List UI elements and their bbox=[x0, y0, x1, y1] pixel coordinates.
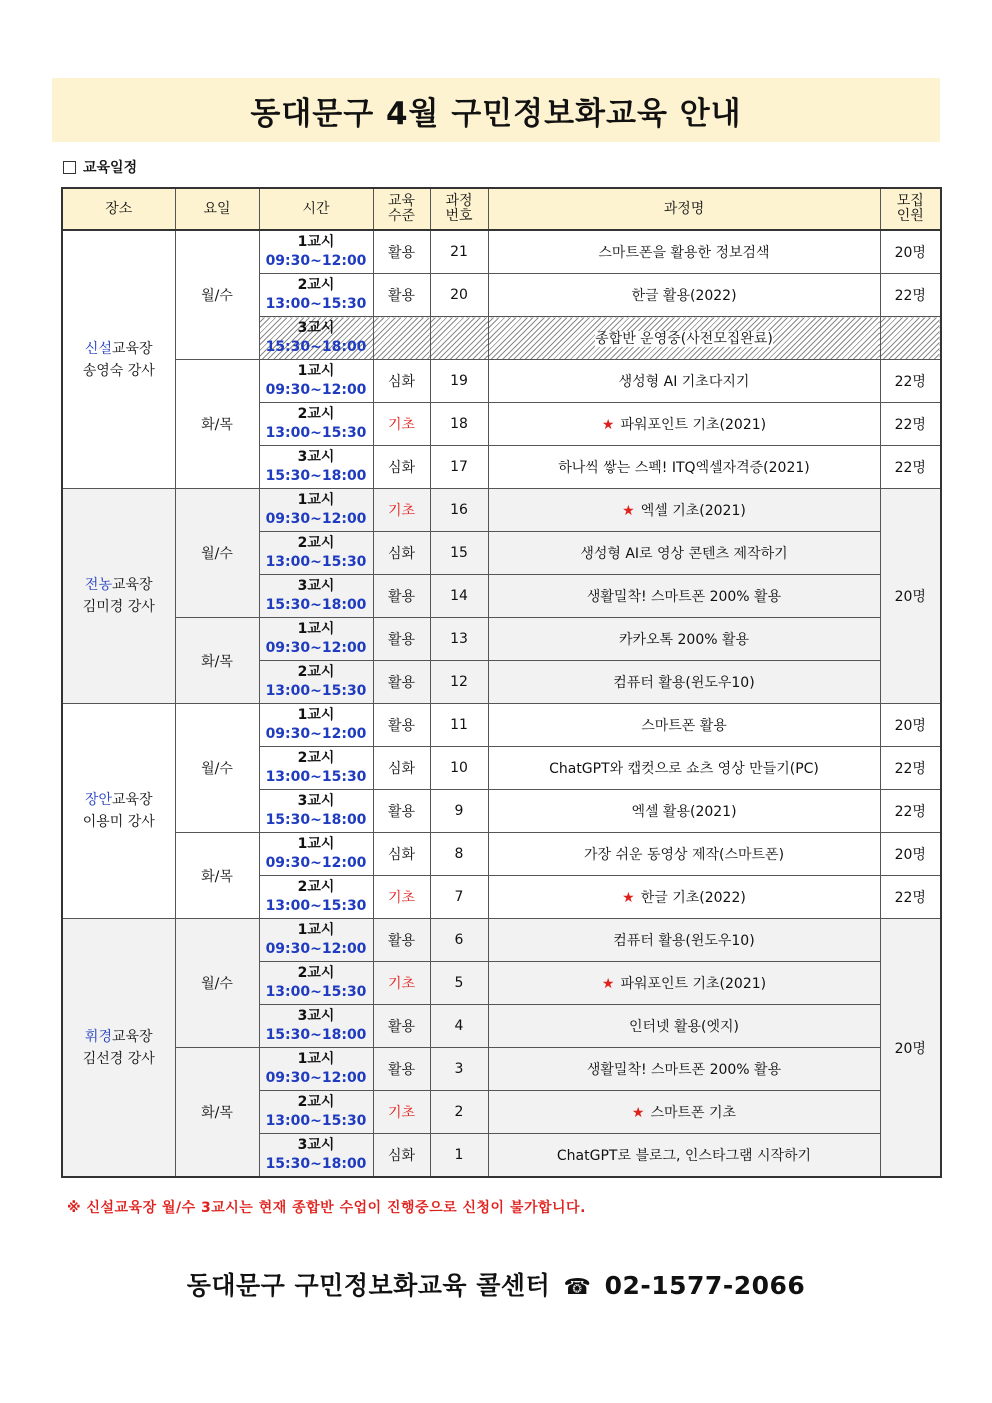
time-cell bbox=[259, 704, 373, 747]
time-cell bbox=[259, 919, 373, 962]
course-name-cell bbox=[488, 833, 880, 876]
course-name-cell bbox=[488, 532, 880, 575]
location-highlight: 휘경 bbox=[84, 1028, 112, 1045]
location-name: 교육장 bbox=[111, 792, 153, 808]
table-row bbox=[62, 704, 941, 747]
header-row bbox=[62, 188, 941, 230]
time-cell bbox=[259, 274, 373, 317]
time-cell bbox=[259, 661, 373, 704]
period-time: 09:30~12:00 bbox=[265, 1070, 367, 1086]
number-cell: 14 bbox=[430, 575, 488, 618]
course-name: ChatGPT로 블로그, 인스타그램 시작하기 bbox=[556, 1148, 812, 1164]
capacity-cell: 22명 bbox=[880, 790, 941, 833]
course-name-cell bbox=[488, 1048, 880, 1091]
course-name-cell bbox=[488, 747, 880, 790]
number-cell: 6 bbox=[430, 919, 488, 962]
location-highlight: 전농 bbox=[84, 577, 112, 593]
course-name: ChatGPT와 캡컷으로 쇼츠 영상 만들기(PC) bbox=[549, 761, 819, 777]
period-label: 2교시 bbox=[297, 535, 335, 551]
course-name-cell bbox=[488, 876, 880, 919]
period-label: 2교시 bbox=[297, 277, 335, 293]
header-day: 요일 bbox=[175, 188, 259, 230]
period-time: 15:30~18:00 bbox=[265, 468, 367, 484]
period-label: 2교시 bbox=[297, 406, 335, 422]
period-time: 09:30~12:00 bbox=[265, 855, 367, 871]
notice-text: ※ 신설교육장 월/수 3교시는 현재 종합반 수업이 진행중으로 신청이 불가합니다. bbox=[67, 1200, 586, 1216]
phone-icon: ☎ bbox=[563, 1275, 592, 1300]
footer-label: 동대문구 구민정보화교육 콜센터 bbox=[186, 1271, 551, 1300]
period-label: 1교시 bbox=[297, 707, 335, 723]
course-name: 컴퓨터 활용(윈도우10) bbox=[613, 933, 755, 949]
number-cell: 1 bbox=[430, 1134, 488, 1178]
course-name-cell bbox=[488, 962, 880, 1005]
table-row bbox=[62, 618, 941, 661]
course-name: 파워포인트 기초(2021) bbox=[620, 976, 767, 992]
period-label: 1교시 bbox=[297, 1051, 335, 1067]
time-cell bbox=[259, 833, 373, 876]
number-cell: 9 bbox=[430, 790, 488, 833]
table-row bbox=[62, 230, 941, 274]
time-cell bbox=[259, 360, 373, 403]
level-cell: 활용 bbox=[373, 230, 430, 274]
capacity-cell: 22명 bbox=[880, 274, 941, 317]
course-name: 생성형 AI 기초다지기 bbox=[618, 374, 750, 390]
star-icon: ★ bbox=[622, 503, 635, 519]
course-name: 생성형 AI로 영상 콘텐츠 제작하기 bbox=[580, 546, 788, 562]
time-cell bbox=[259, 1005, 373, 1048]
level-cell: 심화 bbox=[373, 360, 430, 403]
location-name: 교육장 bbox=[111, 1028, 153, 1045]
time-cell bbox=[259, 962, 373, 1005]
level-cell: 심화 bbox=[373, 833, 430, 876]
period-label: 1교시 bbox=[297, 492, 335, 508]
capacity-cell bbox=[880, 317, 941, 360]
location-highlight: 신설 bbox=[84, 340, 112, 357]
course-name: 엑셀 활용(2021) bbox=[631, 804, 737, 820]
period-label: 2교시 bbox=[297, 1094, 335, 1110]
table-row bbox=[62, 1048, 941, 1091]
period-time: 09:30~12:00 bbox=[265, 941, 367, 957]
period-time: 15:30~18:00 bbox=[265, 1027, 367, 1043]
day-cell: 화/목 bbox=[175, 360, 259, 489]
location-name: 교육장 bbox=[111, 577, 153, 593]
number-cell bbox=[430, 317, 488, 360]
number-cell: 8 bbox=[430, 833, 488, 876]
day-cell: 화/목 bbox=[175, 1048, 259, 1178]
time-cell bbox=[259, 403, 373, 446]
period-label: 1교시 bbox=[297, 621, 335, 637]
location-cell bbox=[62, 230, 175, 489]
location-highlight: 장안 bbox=[84, 792, 112, 808]
number-cell: 13 bbox=[430, 618, 488, 661]
time-cell bbox=[259, 230, 373, 274]
course-name: 생활밀착! 스마트폰 200% 활용 bbox=[586, 589, 782, 605]
period-label: 2교시 bbox=[297, 879, 335, 895]
capacity-cell: 20명 bbox=[880, 919, 941, 1178]
course-name: 파워포인트 기초(2021) bbox=[620, 417, 767, 433]
level-cell: 활용 bbox=[373, 790, 430, 833]
page-title: 동대문구 4월 구민정보화교육 안내 bbox=[250, 95, 742, 132]
number-cell: 19 bbox=[430, 360, 488, 403]
course-name-cell bbox=[488, 1091, 880, 1134]
capacity-cell: 20명 bbox=[880, 833, 941, 876]
number-cell: 16 bbox=[430, 489, 488, 532]
course-name-cell bbox=[488, 403, 880, 446]
period-time: 13:00~15:30 bbox=[265, 425, 367, 441]
level-cell: 활용 bbox=[373, 1005, 430, 1048]
number-cell: 5 bbox=[430, 962, 488, 1005]
level-cell: 활용 bbox=[373, 1048, 430, 1091]
number-cell: 18 bbox=[430, 403, 488, 446]
course-name-cell bbox=[488, 661, 880, 704]
period-time: 15:30~18:00 bbox=[265, 597, 367, 613]
header-location: 장소 bbox=[62, 188, 175, 230]
level-cell: 심화 bbox=[373, 1134, 430, 1178]
number-cell: 7 bbox=[430, 876, 488, 919]
course-name: 가장 쉬운 동영상 제작(스마트폰) bbox=[583, 847, 785, 863]
level-cell: 활용 bbox=[373, 661, 430, 704]
number-cell: 12 bbox=[430, 661, 488, 704]
period-time: 13:00~15:30 bbox=[265, 296, 367, 312]
period-time: 09:30~12:00 bbox=[265, 382, 367, 398]
number-cell: 15 bbox=[430, 532, 488, 575]
period-label: 3교시 bbox=[297, 793, 335, 809]
course-name-cell bbox=[488, 360, 880, 403]
course-name-cell bbox=[488, 704, 880, 747]
location-cell bbox=[62, 489, 175, 704]
course-name: 한글 활용(2022) bbox=[631, 288, 737, 304]
table-row bbox=[62, 489, 941, 532]
capacity-cell: 22명 bbox=[880, 360, 941, 403]
header-capacity: 모집 인원 bbox=[880, 188, 941, 230]
table-row bbox=[62, 833, 941, 876]
period-label: 1교시 bbox=[297, 836, 335, 852]
course-name: 생활밀착! 스마트폰 200% 활용 bbox=[586, 1062, 782, 1078]
number-cell: 3 bbox=[430, 1048, 488, 1091]
call-center-footer bbox=[0, 1266, 992, 1302]
time-cell bbox=[259, 790, 373, 833]
course-name: 한글 기초(2022) bbox=[640, 890, 746, 906]
course-name-cell bbox=[488, 1005, 880, 1048]
capacity-cell: 20명 bbox=[880, 704, 941, 747]
period-time: 13:00~15:30 bbox=[265, 984, 367, 1000]
number-cell: 4 bbox=[430, 1005, 488, 1048]
time-cell bbox=[259, 618, 373, 661]
star-icon: ★ bbox=[631, 1105, 645, 1121]
time-cell bbox=[259, 1091, 373, 1134]
day-cell: 화/목 bbox=[175, 618, 259, 704]
header-course-number: 과정 번호 bbox=[430, 188, 488, 230]
period-time: 09:30~12:00 bbox=[265, 253, 367, 269]
level-cell: 심화 bbox=[373, 446, 430, 489]
level-cell: 활용 bbox=[373, 704, 430, 747]
number-cell: 20 bbox=[430, 274, 488, 317]
period-label: 3교시 bbox=[297, 578, 335, 594]
capacity-cell: 20명 bbox=[880, 489, 941, 704]
header-level: 교육 수준 bbox=[373, 188, 430, 230]
day-cell: 월/수 bbox=[175, 230, 259, 360]
period-label: 1교시 bbox=[297, 922, 335, 938]
instructor-name: 김선경 강사 bbox=[82, 1050, 155, 1067]
level-cell: 기초 bbox=[373, 403, 430, 446]
time-cell bbox=[259, 575, 373, 618]
course-name-cell bbox=[488, 230, 880, 274]
time-cell bbox=[259, 446, 373, 489]
title-banner bbox=[52, 78, 940, 142]
period-time: 13:00~15:30 bbox=[265, 769, 367, 785]
number-cell: 10 bbox=[430, 747, 488, 790]
number-cell: 17 bbox=[430, 446, 488, 489]
period-label: 2교시 bbox=[297, 965, 335, 981]
location-cell bbox=[62, 704, 175, 919]
period-label: 3교시 bbox=[297, 449, 335, 465]
capacity-cell: 22명 bbox=[880, 446, 941, 489]
capacity-cell: 22명 bbox=[880, 403, 941, 446]
schedule-table bbox=[61, 187, 942, 1178]
day-cell: 화/목 bbox=[175, 833, 259, 919]
course-name-cell bbox=[488, 919, 880, 962]
period-label: 3교시 bbox=[297, 1137, 335, 1153]
header-course-name: 과정명 bbox=[488, 188, 880, 230]
capacity-cell: 20명 bbox=[880, 230, 941, 274]
number-cell: 2 bbox=[430, 1091, 488, 1134]
period-time: 13:00~15:30 bbox=[265, 683, 367, 699]
period-label: 3교시 bbox=[297, 1008, 335, 1024]
period-time: 09:30~12:00 bbox=[265, 511, 367, 527]
number-cell: 21 bbox=[430, 230, 488, 274]
level-cell: 기초 bbox=[373, 489, 430, 532]
course-name: 카카오톡 200% 활용 bbox=[618, 632, 750, 648]
period-label: 1교시 bbox=[297, 234, 335, 250]
section-heading bbox=[63, 157, 137, 177]
level-cell: 기초 bbox=[373, 876, 430, 919]
period-time: 15:30~18:00 bbox=[265, 339, 367, 355]
capacity-cell: 22명 bbox=[880, 876, 941, 919]
level-cell: 기초 bbox=[373, 962, 430, 1005]
course-name-cell bbox=[488, 790, 880, 833]
level-cell: 심화 bbox=[373, 747, 430, 790]
course-name: 엑셀 기초(2021) bbox=[640, 503, 746, 519]
period-time: 13:00~15:30 bbox=[265, 554, 367, 570]
header-time: 시간 bbox=[259, 188, 373, 230]
level-cell: 심화 bbox=[373, 532, 430, 575]
course-name: 하나씩 쌓는 스펙! ITQ엑셀자격증(2021) bbox=[558, 460, 810, 476]
course-name: 스마트폰 기초 bbox=[650, 1105, 737, 1121]
course-name-cell bbox=[488, 618, 880, 661]
level-cell: 활용 bbox=[373, 274, 430, 317]
time-cell bbox=[259, 489, 373, 532]
period-time: 09:30~12:00 bbox=[265, 640, 367, 656]
period-label: 1교시 bbox=[297, 363, 335, 379]
level-cell: 활용 bbox=[373, 575, 430, 618]
number-cell: 11 bbox=[430, 704, 488, 747]
period-label: 2교시 bbox=[297, 664, 335, 680]
level-cell: 활용 bbox=[373, 618, 430, 661]
day-cell: 월/수 bbox=[175, 919, 259, 1048]
time-cell bbox=[259, 317, 373, 360]
day-cell: 월/수 bbox=[175, 489, 259, 618]
period-label: 3교시 bbox=[297, 320, 335, 336]
level-cell: 활용 bbox=[373, 919, 430, 962]
capacity-cell: 22명 bbox=[880, 747, 941, 790]
star-icon: ★ bbox=[622, 890, 635, 906]
course-name: 종합반 운영중(사전모집완료) bbox=[595, 331, 773, 347]
section-label: 교육일정 bbox=[83, 160, 138, 176]
table-row bbox=[62, 919, 941, 962]
period-time: 13:00~15:30 bbox=[265, 1113, 367, 1129]
period-label: 2교시 bbox=[297, 750, 335, 766]
period-time: 15:30~18:00 bbox=[265, 1156, 367, 1172]
course-name-cell bbox=[488, 1134, 880, 1178]
time-cell bbox=[259, 1048, 373, 1091]
table-row bbox=[62, 360, 941, 403]
star-icon: ★ bbox=[601, 976, 615, 992]
instructor-name: 이용미 강사 bbox=[82, 814, 155, 830]
day-cell: 월/수 bbox=[175, 704, 259, 833]
footer-phone: 02-1577-2066 bbox=[604, 1271, 806, 1300]
time-cell bbox=[259, 532, 373, 575]
course-name-cell bbox=[488, 489, 880, 532]
instructor-name: 송영숙 강사 bbox=[82, 362, 155, 379]
location-name: 교육장 bbox=[111, 340, 153, 357]
instructor-name: 김미경 강사 bbox=[82, 599, 155, 615]
course-name-cell bbox=[488, 446, 880, 489]
period-time: 15:30~18:00 bbox=[265, 812, 367, 828]
period-time: 09:30~12:00 bbox=[265, 726, 367, 742]
star-icon: ★ bbox=[601, 417, 615, 433]
checkbox-icon bbox=[63, 161, 76, 174]
level-cell: 기초 bbox=[373, 1091, 430, 1134]
course-name-cell bbox=[488, 575, 880, 618]
time-cell bbox=[259, 747, 373, 790]
course-name: 스마트폰을 활용한 정보검색 bbox=[598, 245, 770, 261]
course-name-cell bbox=[488, 274, 880, 317]
location-cell bbox=[62, 919, 175, 1178]
course-name: 스마트폰 활용 bbox=[641, 718, 727, 734]
course-name-cell bbox=[488, 317, 880, 360]
level-cell bbox=[373, 317, 430, 360]
time-cell bbox=[259, 1134, 373, 1178]
period-time: 13:00~15:30 bbox=[265, 898, 367, 914]
time-cell bbox=[259, 876, 373, 919]
course-name: 컴퓨터 활용(윈도우10) bbox=[613, 675, 755, 691]
course-name: 인터넷 활용(엣지) bbox=[628, 1019, 740, 1035]
